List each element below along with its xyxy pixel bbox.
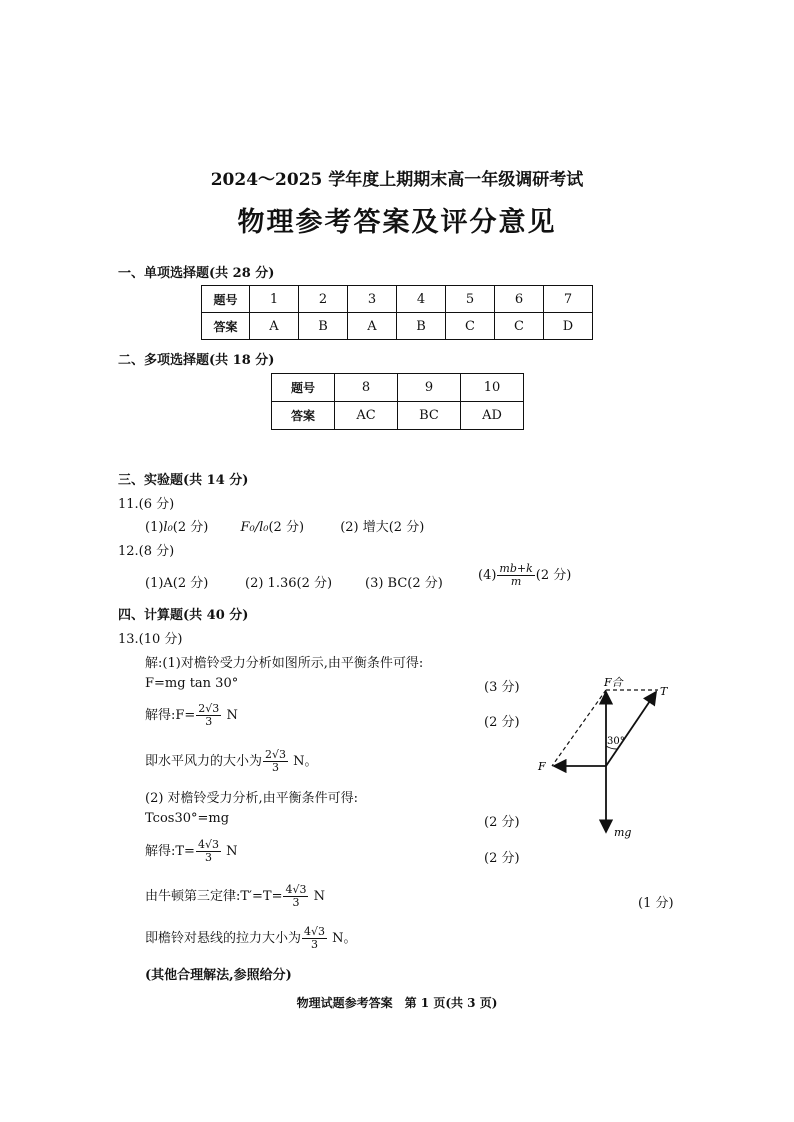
q13-line6-score: (2 分) — [484, 815, 520, 830]
q13-line9 — [145, 926, 357, 951]
answer-cell: D — [544, 313, 593, 340]
q13-line5: (2) 对檐铃受力分析,由平衡条件可得: — [145, 791, 359, 806]
answer-cell: AD — [461, 402, 524, 430]
fraction — [283, 884, 308, 909]
q13-line7 — [145, 839, 237, 864]
q13-line2-score: (3 分) — [484, 680, 520, 695]
fraction — [196, 703, 221, 728]
q13-line4 — [145, 749, 318, 774]
tension-arrow — [606, 692, 656, 766]
unit: N。 — [293, 754, 318, 769]
q13-line3-score: (2 分) — [484, 715, 520, 730]
question-number: 4 — [397, 286, 446, 313]
q13-line8-prefix: 由牛顿第三定律:T′=T= — [145, 889, 283, 904]
unit: N。 — [332, 931, 357, 946]
unit: N — [313, 889, 325, 904]
q13-line7-prefix: 解得:T= — [145, 844, 195, 859]
resultant-force-label: F合 — [604, 676, 623, 689]
answer-cell: B — [299, 313, 348, 340]
fraction-denominator: 3 — [272, 761, 280, 774]
q11-part1-prefix: (1) — [145, 520, 164, 535]
fraction-denominator: m — [510, 575, 522, 588]
q13-label: 13.(10 分) — [118, 632, 183, 647]
q13-line1: 解:(1)对檐铃受力分析如图所示,由平衡条件可得: — [145, 656, 424, 671]
dashed-left-edge — [552, 690, 606, 766]
fraction — [302, 926, 327, 951]
answer-cell: C — [446, 313, 495, 340]
answer-cell: A — [250, 313, 299, 340]
force-diagram — [530, 668, 710, 848]
single-choice-table — [201, 285, 593, 340]
q11-part2-score: (2 分) — [268, 520, 305, 535]
answer-cell: BC — [398, 402, 461, 430]
q12-part2: (2) 1.36(2 分) — [245, 576, 333, 591]
q11-part1-score: (2 分) — [172, 520, 209, 535]
row-label-question: 题号 — [202, 286, 250, 313]
fraction-numerator: 4√3 — [197, 838, 219, 851]
wind-force-label: F — [538, 760, 546, 773]
unit: N — [226, 844, 238, 859]
question-number: 1 — [250, 286, 299, 313]
section1-heading: 一、单项选择题(共 28 分) — [118, 266, 275, 281]
question-number: 6 — [495, 286, 544, 313]
question-number: 9 — [398, 374, 461, 402]
fraction-denominator: 3 — [292, 896, 300, 909]
fraction — [196, 839, 221, 864]
gravity-label: mg — [614, 826, 632, 839]
q12-part4 — [478, 563, 571, 588]
answer-cell: C — [495, 313, 544, 340]
question-number: 8 — [335, 374, 398, 402]
question-number: 3 — [348, 286, 397, 313]
q13-line8 — [145, 884, 325, 909]
q13-line4-prefix: 即水平风力的大小为 — [145, 754, 263, 769]
row-label-answer: 答案 — [202, 313, 250, 340]
fraction-numerator: mb+k — [499, 562, 533, 575]
q11-label: 11.(6 分) — [118, 497, 175, 512]
angle-label: 30° — [607, 736, 625, 747]
q11-part2-value: F₀/l₀ — [240, 520, 269, 535]
q12-part4-prefix: (4) — [478, 568, 497, 583]
fraction-numerator: 2√3 — [265, 748, 287, 761]
answer-cell: A — [348, 313, 397, 340]
row-label-answer: 答案 — [272, 402, 335, 430]
fraction-denominator: 3 — [311, 938, 319, 951]
q12-part4-score: (2 分) — [535, 568, 572, 583]
answer-key-title: 物理参考答案及评分意见 — [237, 207, 557, 238]
q11-answers — [145, 516, 424, 535]
page-footer: 物理试题参考答案 第 1 页(共 3 页) — [296, 996, 498, 1010]
fraction-denominator: 3 — [205, 715, 213, 728]
q13-line6: Tcos30°=mg — [145, 811, 230, 826]
fraction-numerator: 2√3 — [198, 702, 220, 715]
q13-line3 — [145, 703, 238, 728]
answer-cell: AC — [335, 402, 398, 430]
q12-part3: (3) BC(2 分) — [365, 576, 443, 591]
q13-line9-prefix: 即檐铃对悬线的拉力大小为 — [145, 931, 302, 946]
q11-part1-value: l₀ — [163, 520, 173, 535]
question-number: 10 — [461, 374, 524, 402]
q13-line3-prefix: 解得:F= — [145, 708, 196, 723]
unit: N — [226, 708, 238, 723]
tension-label: T — [660, 685, 668, 698]
question-number: 2 — [299, 286, 348, 313]
section4-heading: 四、计算题(共 40 分) — [118, 608, 249, 623]
exam-title: 2024～2025 学年度上期期末高一年级调研考试 — [210, 170, 584, 190]
q13-line7-score: (2 分) — [484, 851, 520, 866]
question-number: 7 — [544, 286, 593, 313]
fraction-numerator: 4√3 — [285, 883, 307, 896]
section2-heading: 二、多项选择题(共 18 分) — [118, 353, 275, 368]
q13-line8-score: (1 分) — [638, 896, 674, 911]
q13-line2: F=mg tan 30° — [145, 676, 239, 691]
question-number: 5 — [446, 286, 495, 313]
q12-fraction — [497, 563, 534, 588]
q12-part1: (1)A(2 分) — [145, 576, 209, 591]
q12-label: 12.(8 分) — [118, 544, 175, 559]
section3-heading: 三、实验题(共 14 分) — [118, 473, 249, 488]
q11-part3: (2) 增大(2 分) — [340, 520, 425, 535]
fraction-numerator: 4√3 — [304, 925, 326, 938]
fraction — [263, 749, 288, 774]
row-label-question: 题号 — [272, 374, 335, 402]
fraction-denominator: 3 — [204, 851, 212, 864]
q13-note: (其他合理解法,参照给分) — [145, 968, 292, 983]
answer-cell: B — [397, 313, 446, 340]
multi-choice-table — [271, 373, 524, 430]
